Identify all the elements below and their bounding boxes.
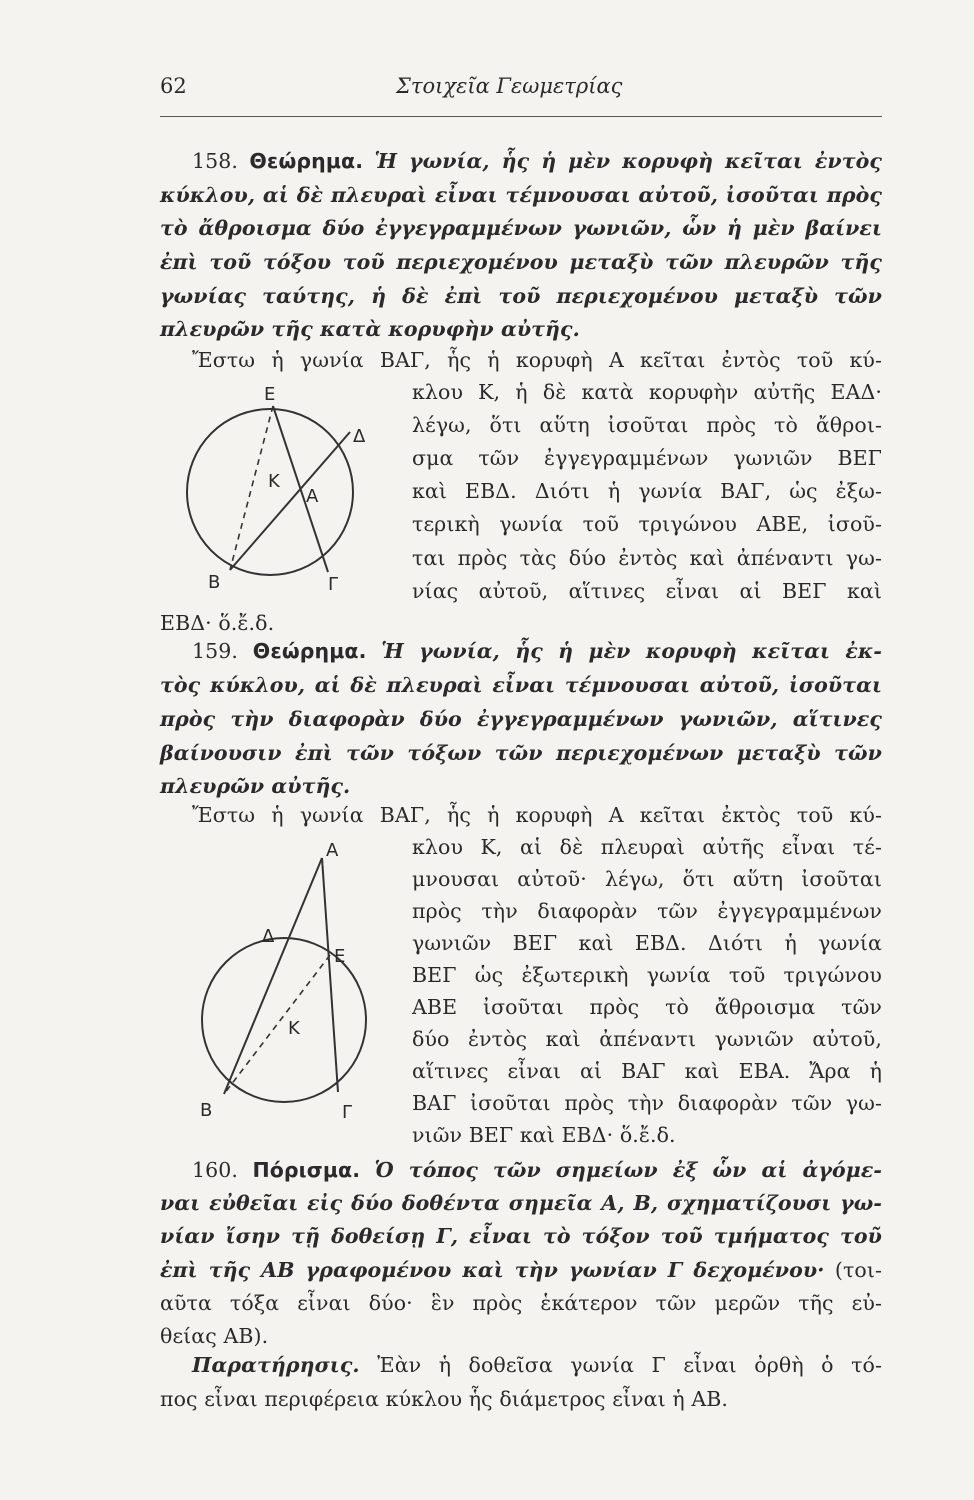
th159-statement-line: πρὸς τὴν διαφορὰν δύο ἐγγεγραμμένων γωνιῶν, αἵτινες bbox=[160, 707, 882, 731]
th159-proof-line: ΒΑΓ ἰσοῦται πρὸς τὴν διαφορὰν τῶν γω- bbox=[412, 1091, 882, 1115]
label-k: Κ bbox=[268, 471, 280, 492]
running-title: Στοιχεῖα Γεωμετρίας bbox=[396, 74, 623, 98]
cor160-label: Πόρισμα. bbox=[252, 1158, 361, 1182]
line-b-d bbox=[230, 432, 350, 570]
th158-proof-line: νίας αὐτοῦ, αἵτινες εἶναι αἱ ΒΕΓ καὶ bbox=[412, 579, 882, 603]
th159-statement-line: πλευρῶν αὐτῆς. bbox=[160, 774, 351, 798]
page-number: 62 bbox=[160, 74, 187, 98]
cor160-tail-line: θείας ΑΒ). bbox=[160, 1324, 269, 1348]
th159-number: 159. bbox=[192, 639, 239, 663]
th159-statement-line: Ἡ γωνία, ἧς ἡ μὲν κορυφὴ κεῖται ἐκ- bbox=[381, 639, 882, 663]
th158-statement-line: Ἡ γωνία, ἧς ἡ μὲν κορυφὴ κεῖται ἐντὸς bbox=[374, 149, 882, 173]
th158-proof-line: κλου Κ, ἡ δὲ κατὰ κορυφὴν αὐτῆς ΕΑΔ· bbox=[412, 380, 882, 404]
th159-proof-line: ΒΕΓ ὡς ἐξωτερικὴ γωνία τοῦ τριγώνου bbox=[412, 963, 882, 987]
line-a-g bbox=[322, 858, 338, 1092]
remark-label: Παρατήρησις. bbox=[192, 1353, 360, 1377]
th158-proof-line: λέγω, ὅτι αὕτη ἰσοῦται πρὸς τὸ ἄθροι- bbox=[412, 413, 882, 437]
cor160-statement-line: ἐπὶ τῆς ΑΒ γραφομένου καὶ τὴν γωνίαν Γ δεχομένου· bbox=[160, 1258, 825, 1282]
remark-first-line bbox=[192, 1350, 882, 1380]
cor160-statement-line: νίαν ἴσην τῇ δοθείσῃ Γ, εἶναι τὸ τόξον τοῦ τμήματος τοῦ bbox=[160, 1224, 882, 1248]
cor160-tail: (τοι- bbox=[834, 1258, 882, 1282]
th158-label: Θεώρημα. bbox=[249, 149, 364, 173]
th158-statement-line: πλευρῶν τῆς κατὰ κορυφὴν αὐτῆς. bbox=[160, 317, 580, 341]
th158-statement-line: ἐπὶ τοῦ τόξου τοῦ περιεχομένου μεταξὺ τῶν πλευρῶν τῆς bbox=[160, 250, 882, 274]
th158-proof-line: σμα τῶν ἐγγεγραμμένων γωνιῶν ΒΕΓ bbox=[412, 446, 882, 470]
label-a: Α bbox=[326, 840, 339, 861]
th159-proof-line: πρὸς τὴν διαφορὰν τῶν ἐγγεγραμμένων bbox=[412, 899, 882, 923]
remark-line: πος εἶναι περιφέρεια κύκλου ἧς διάμετρος εἶναι ἡ ΑΒ. bbox=[160, 1387, 729, 1411]
th159-proof-line: μνουσαι αὐτοῦ· λέγω, ὅτι αὕτη ἰσοῦται bbox=[412, 867, 882, 891]
label-a: Α bbox=[306, 486, 319, 507]
th159-figure bbox=[180, 830, 400, 1130]
label-g: Γ bbox=[342, 1102, 353, 1123]
th158-proof-line: Ἔστω ἡ γωνία ΒΑΓ, ἧς ἡ κορυφὴ Α κεῖται ἐντὸς τοῦ κύ- bbox=[192, 348, 882, 372]
th158-statement-line: κύκλου, αἱ δὲ πλευραὶ εἶναι τέμνουσαι αὐτοῦ, ἰσοῦται πρὸς bbox=[160, 183, 882, 207]
label-e: Ε bbox=[264, 384, 276, 405]
label-d: Δ bbox=[353, 426, 366, 447]
th159-proof-line: κλου Κ, αἱ δὲ πλευραὶ αὐτῆς εἶναι τέ- bbox=[412, 835, 882, 859]
chord-e-b bbox=[224, 955, 330, 1094]
header-rule bbox=[160, 116, 882, 117]
circle-k bbox=[187, 409, 353, 575]
th158-statement-line: γωνίας ταύτης, ἡ δὲ ἐπὶ τοῦ περιεχομένου μεταξὺ τῶν bbox=[160, 284, 882, 308]
th159-label: Θεώρημα. bbox=[252, 639, 367, 663]
cor160-statement-line: ναι εὐθεῖαι εἰς δύο δοθέντα σημεῖα Α, Β, σχηματίζουσι γω- bbox=[160, 1191, 882, 1215]
th158-number: 158. bbox=[192, 149, 239, 173]
label-d: Δ bbox=[262, 926, 275, 947]
cor160-number: 160. bbox=[192, 1158, 239, 1182]
th159-statement-line: τὸς κύκλου, αἱ δὲ πλευραὶ εἶναι τέμνουσαι αὐτοῦ, ἰσοῦται bbox=[160, 673, 882, 697]
page-header bbox=[160, 74, 880, 110]
th158-proof-line: ΕΒΔ· ὅ.ἔ.δ. bbox=[160, 611, 275, 635]
th159-proof-line: νιῶν ΒΕΓ καὶ ΕΒΔ· ὅ.ἔ.δ. bbox=[412, 1123, 676, 1147]
remark-line: Ἐὰν ἡ δοθεῖσα γωνία Γ εἶναι ὀρθὴ ὁ τό- bbox=[377, 1353, 882, 1377]
th159-proof-line: αἵτινες εἶναι αἱ ΒΑΓ καὶ ΕΒΑ. Ἄρα ἡ bbox=[412, 1059, 882, 1083]
label-k: Κ bbox=[288, 1018, 300, 1039]
th159-first-line bbox=[192, 636, 882, 666]
th158-figure bbox=[160, 370, 400, 600]
th159-proof-line: γωνιῶν ΒΕΓ καὶ ΕΒΔ. Διότι ἡ γωνία bbox=[412, 931, 882, 955]
th159-proof-line: Ἔστω ἡ γωνία ΒΑΓ, ἧς ἡ κορυφὴ Α κεῖται ἐκτὸς τοῦ κύ- bbox=[192, 803, 882, 827]
cor160-tail-line: αῦτα τόξα εἶναι δύο· ἓν πρὸς ἑκάτερον τῶν μερῶν τῆς εὐ- bbox=[160, 1291, 882, 1315]
label-g: Γ bbox=[328, 574, 339, 595]
label-e: Ε bbox=[334, 946, 346, 967]
line-a-b bbox=[224, 858, 322, 1094]
th159-proof-line: ΑΒΕ ἰσοῦται πρὸς τὸ ἄθροισμα τῶν bbox=[412, 995, 882, 1019]
th159-statement-line: βαίνουσιν ἐπὶ τῶν τόξων τῶν περιεχομένων μεταξὺ τῶν bbox=[160, 741, 882, 765]
th158-first-line bbox=[192, 146, 882, 176]
label-b: Β bbox=[200, 1100, 213, 1121]
th158-proof-line: τερικὴ γωνία τοῦ τριγώνου ΑΒΕ, ἰσοῦ- bbox=[412, 512, 882, 536]
th158-proof-line: ται πρὸς τὰς δύο ἐντὸς καὶ ἀπέναντι γω- bbox=[412, 546, 882, 570]
th159-proof-line: δύο ἐντὸς καὶ ἀπέναντι γωνιῶν αὐτοῦ, bbox=[412, 1027, 882, 1051]
label-b: Β bbox=[208, 572, 221, 593]
th158-proof-line: καὶ ΕΒΔ. Διότι ἡ γωνία ΒΑΓ, ὡς ἐξω- bbox=[412, 479, 882, 503]
th158-statement-line: τὸ ἄθροισμα δύο ἐγγεγραμμένων γωνιῶν, ὧν ἡ μὲν βαίνει bbox=[160, 216, 882, 240]
cor160-statement-last-line bbox=[160, 1255, 882, 1285]
cor160-statement-line: Ὁ τόπος τῶν σημείων ἐξ ὧν αἱ ἀγόμε- bbox=[374, 1158, 882, 1182]
cor160-first-line bbox=[192, 1155, 882, 1185]
